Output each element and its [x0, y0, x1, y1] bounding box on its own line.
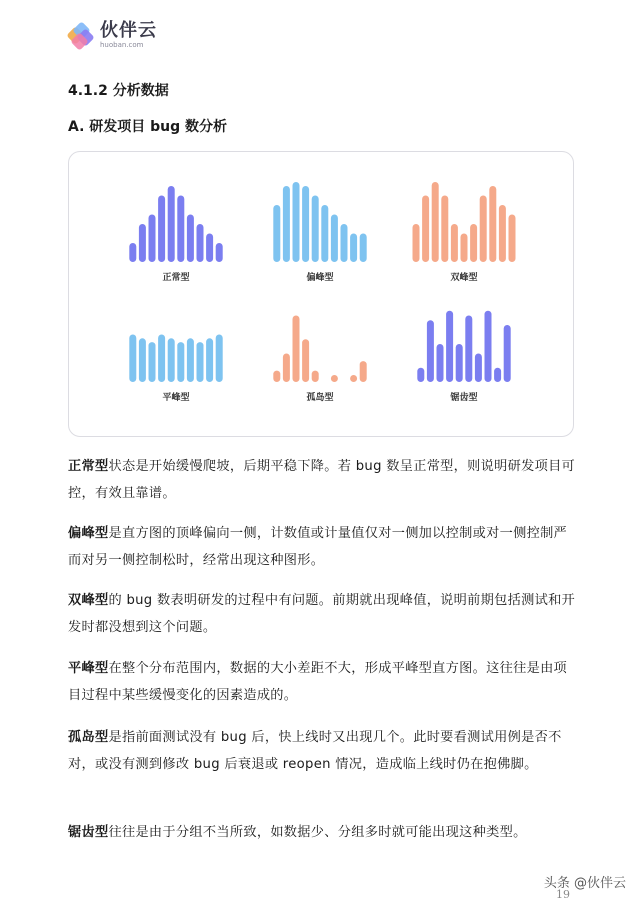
chart-label-5: 孤岛型 — [306, 393, 334, 403]
bar-双峰型-3 — [432, 182, 439, 262]
bar-双峰型-2 — [422, 196, 429, 263]
bar-锯齿型-5 — [456, 344, 463, 382]
bar-正常型-1 — [129, 243, 136, 262]
bar-平峰型-5 — [168, 338, 175, 382]
bar-正常型-5 — [168, 186, 175, 262]
bar-正常型-4 — [158, 196, 165, 263]
bar-正常型-2 — [139, 224, 146, 262]
paragraph-bimodal — [68, 587, 576, 641]
term-plateau: 平峰型 — [68, 661, 109, 676]
text-plateau: 在整个分布范围内，数据的大小差距不大，形成平峰型直方图。这往往是由项目过程中某些缓慢变化的因素造成的。 — [68, 661, 568, 703]
bar-正常型-6 — [177, 196, 184, 263]
bar-孤岛型-10 — [360, 361, 367, 382]
bar-孤岛型-1 — [273, 371, 280, 382]
term-skewed: 偏峰型 — [68, 526, 109, 541]
bar-锯齿型-6 — [465, 316, 472, 383]
paragraph-isolated — [68, 724, 576, 778]
bar-平峰型-7 — [187, 338, 194, 382]
bar-偏峰型-6 — [321, 205, 328, 262]
bar-孤岛型-7 — [331, 375, 338, 382]
bar-平峰型-9 — [206, 338, 213, 382]
bar-平峰型-4 — [158, 335, 165, 383]
bar-锯齿型-9 — [494, 368, 501, 382]
bar-平峰型-10 — [216, 335, 223, 383]
bar-偏峰型-8 — [341, 224, 348, 262]
chart-label-2: 偏峰型 — [306, 273, 334, 283]
bar-偏峰型-5 — [312, 196, 319, 263]
chart-label-1: 正常型 — [162, 273, 190, 283]
text-skewed: 是直方图的顶峰偏向一侧，计数值或计量值仅对一侧加以控制或对一侧控制严而对另一侧控制松时，经常出现这种图形。 — [68, 526, 568, 568]
bar-偏峰型-3 — [293, 182, 300, 262]
bar-锯齿型-10 — [504, 325, 511, 382]
bar-平峰型-3 — [149, 342, 156, 382]
logo — [68, 22, 157, 49]
bar-双峰型-9 — [489, 186, 496, 262]
bar-正常型-7 — [187, 215, 194, 263]
watermark: 头条 @伙伴云 — [543, 876, 626, 891]
bar-锯齿型-1 — [417, 368, 424, 382]
bar-双峰型-10 — [499, 205, 506, 262]
histogram-types-figure — [68, 151, 574, 437]
bar-偏峰型-4 — [302, 186, 309, 262]
bar-双峰型-1 — [413, 224, 420, 262]
term-normal: 正常型 — [68, 459, 109, 474]
bar-偏峰型-1 — [273, 205, 280, 262]
chart-label-4: 平峰型 — [162, 393, 190, 403]
bar-平峰型-1 — [129, 335, 136, 383]
bar-偏峰型-2 — [283, 186, 290, 262]
bar-偏峰型-9 — [350, 234, 357, 263]
section-heading: 4.1.2 分析数据 — [68, 83, 169, 99]
term-bimodal: 双峰型 — [68, 593, 109, 608]
paragraph-normal — [68, 453, 576, 507]
bar-平峰型-2 — [139, 338, 146, 382]
bar-双峰型-4 — [441, 196, 448, 263]
text-sawtooth: 往往是由于分组不当所致，如数据少、分组多时就可能出现这种类型。 — [108, 825, 527, 840]
term-sawtooth: 锯齿型 — [68, 825, 109, 840]
bar-正常型-10 — [216, 243, 223, 262]
bar-双峰型-6 — [461, 234, 468, 263]
bar-平峰型-6 — [177, 342, 184, 382]
bar-孤岛型-3 — [293, 316, 300, 383]
logo-domain: huoban.com — [100, 41, 144, 49]
bar-孤岛型-4 — [302, 339, 309, 382]
bar-偏峰型-10 — [360, 234, 367, 263]
bar-正常型-8 — [197, 224, 204, 262]
bar-锯齿型-7 — [475, 354, 482, 383]
paragraph-sawtooth — [68, 819, 576, 846]
histogram-figure-canvas — [69, 152, 573, 436]
bar-锯齿型-2 — [427, 320, 434, 382]
bar-偏峰型-7 — [331, 215, 338, 263]
logo-name: 伙伴云 — [100, 20, 157, 41]
bar-孤岛型-5 — [312, 371, 319, 382]
text-isolated: 是指前面测试没有 bug 后，快上线时又出现几个。此时要看测试用例是否不对，或没有测到修改 bug 后衰退或 reopen 情况，造成临上线时仍在抱佛脚。 — [68, 730, 562, 772]
paragraph-plateau — [68, 655, 576, 709]
bar-正常型-3 — [149, 215, 156, 263]
logo-mark-icon — [68, 23, 94, 49]
bar-孤岛型-2 — [283, 354, 290, 383]
text-normal: 状态是开始缓慢爬坡，后期平稳下降。若 bug 数呈正常型，则说明研发项目可控，有效且靠谱。 — [68, 459, 576, 501]
paragraph-skewed — [68, 520, 576, 574]
chart-label-3: 双峰型 — [450, 273, 478, 283]
bar-双峰型-8 — [480, 196, 487, 263]
bar-孤岛型-9 — [350, 375, 357, 382]
text-bimodal: 的 bug 数表明研发的过程中有问题。前期就出现峰值，说明前期包括测试和开发时都没想到这个问题。 — [68, 593, 576, 635]
bar-双峰型-7 — [470, 224, 477, 262]
bar-双峰型-11 — [509, 215, 516, 263]
bar-锯齿型-8 — [485, 311, 492, 382]
subsection-heading: A. 研发项目 bug 数分析 — [68, 119, 228, 135]
bar-双峰型-5 — [451, 224, 458, 262]
bar-锯齿型-3 — [437, 344, 444, 382]
bar-锯齿型-4 — [446, 311, 453, 382]
page-number: 19 — [556, 888, 570, 901]
term-isolated: 孤岛型 — [68, 730, 109, 745]
bar-正常型-9 — [206, 234, 213, 263]
bar-平峰型-8 — [197, 342, 204, 382]
chart-label-6: 锯齿型 — [450, 393, 478, 403]
